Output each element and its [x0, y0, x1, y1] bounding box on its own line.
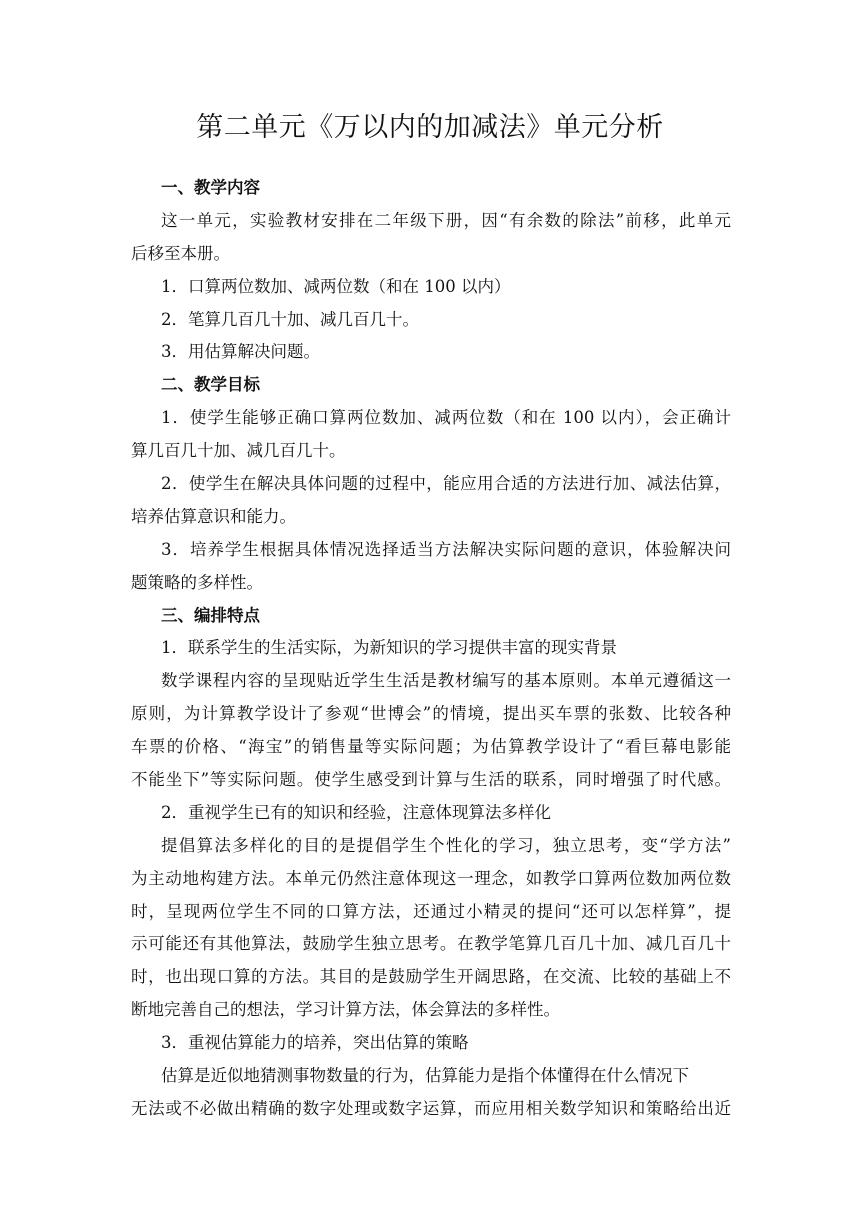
- paragraph-line: 示可能还有其他算法，鼓励学生独立思考。在教学笔算几百几十加、减几百几十: [131, 934, 731, 954]
- paragraph-line: 断地完善自己的想法，学习计算方法，体会算法的多样性。: [131, 1000, 560, 1020]
- list-item: 2．使学生在解决具体问题的过程中，能应用合适的方法进行加、减法估算，: [161, 474, 731, 494]
- section-heading-teaching-goals: 二、教学目标: [161, 375, 260, 395]
- paragraph-line: 后移至本册。: [131, 243, 230, 263]
- list-item: 2．笔算几百几十加、减几百几十。: [161, 309, 419, 329]
- paragraph-line: 估算是近似地猜测事物数量的行为，估算能力是指个体懂得在什么情况下: [161, 1066, 689, 1086]
- section-heading-teaching-content: 一、教学内容: [161, 178, 260, 197]
- document-body: [131, 172, 731, 1126]
- paragraph-line: 车票的价格、“海宝”的销售量等实际问题；为估算教学设计了“看巨幕电影能: [131, 737, 731, 757]
- subheading: 1．联系学生的生活实际，为新知识的学习提供丰富的现实背景: [161, 638, 617, 658]
- document-title: 第二单元《万以内的加减法》单元分析: [196, 112, 664, 143]
- paragraph-line: 题策略的多样性。: [131, 572, 263, 592]
- subheading: 2．重视学生已有的知识和经验，注意体现算法多样化: [161, 802, 551, 822]
- paragraph-line: 算几百几十加、减几百几十。: [131, 441, 346, 461]
- paragraph-line: 提倡算法多样化的目的是提倡学生个性化的学习，独立思考，变“学方法”: [161, 835, 731, 855]
- paragraph-line: 培养估算意识和能力。: [131, 506, 296, 526]
- paragraph-line: 原则，为计算教学设计了参观“世博会”的情境，提出买车票的张数、比较各种: [131, 704, 731, 724]
- paragraph-line: 为主动地构建方法。本单元仍然注意体现这一理念，如教学口算两位数加两位数: [131, 868, 731, 888]
- subheading: 3．重视估算能力的培养，突出估算的策略: [161, 1033, 469, 1053]
- paragraph-line: 数学课程内容的呈现贴近学生生活是教材编写的基本原则。本单元遵循这一: [161, 671, 731, 691]
- list-item: 1．使学生能够正确口算两位数加、减两位数（和在 100 以内），会正确计: [161, 408, 731, 428]
- list-item: 3．培养学生根据具体情况选择适当方法解决实际问题的意识，体验解决问: [161, 539, 731, 559]
- list-item: 3．用估算解决问题。: [161, 342, 320, 362]
- paragraph-line: 时，也出现口算的方法。其目的是鼓励学生开阔思路，在交流、比较的基础上不: [131, 967, 731, 987]
- paragraph-line: 这一单元，实验教材安排在二年级下册，因“有余数的除法”前移，此单元: [161, 210, 731, 230]
- paragraph-line: 无法或不必做出精确的数字处理或数字运算，而应用相关数学知识和策略给出近: [131, 1098, 731, 1118]
- paragraph-line: 不能坐下”等实际问题。使学生感受到计算与生活的联系，同时增强了时代感。: [131, 770, 731, 790]
- paragraph-line: 时，呈现两位学生不同的口算方法，还通过小精灵的提问“还可以怎样算”，提: [131, 901, 731, 921]
- section-heading-arrangement-features: 三、编排特点: [161, 605, 260, 625]
- list-item: 1．口算两位数加、减两位数（和在 100 以内）: [161, 276, 511, 296]
